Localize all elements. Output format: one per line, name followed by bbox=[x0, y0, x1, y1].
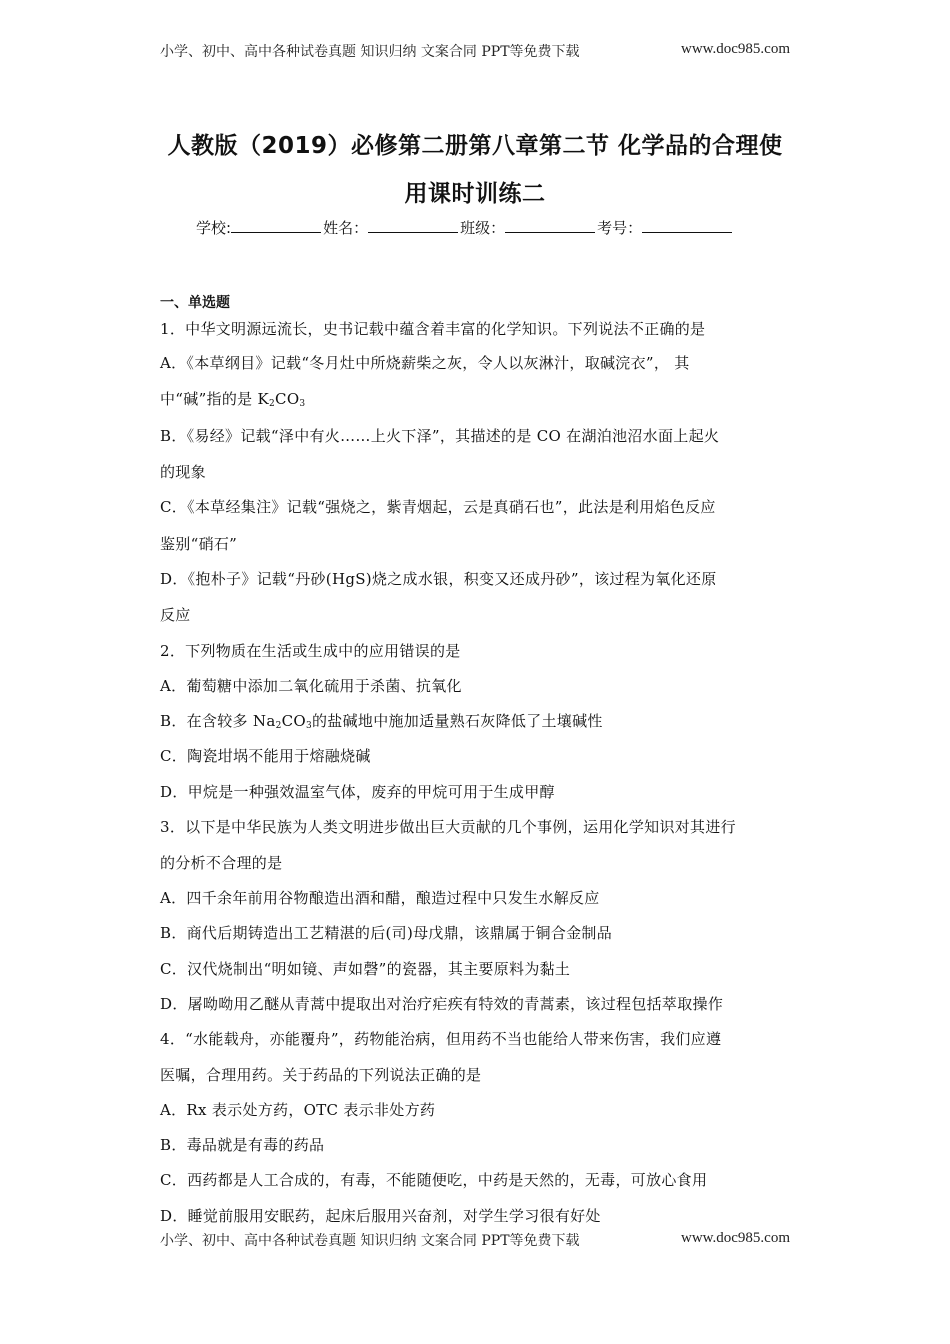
question-1-option-b-line1: B．《易经》记载“泽中有火……上火下泽”，其描述的是 CO 在湖泊池沼水面上起火 bbox=[160, 427, 720, 445]
question-4-stem-line2: 医嘱，合理用药。关于药品的下列说法正确的是 bbox=[160, 1066, 482, 1084]
q2b-sub2: 3 bbox=[305, 721, 312, 731]
question-2-option-b bbox=[160, 710, 603, 731]
question-4-stem-line1: 4．“水能载舟，亦能覆舟”，药物能治病，但用药不当也能给人带来伤害，我们应遵 bbox=[160, 1030, 722, 1048]
school-label: 学校: bbox=[196, 219, 232, 237]
question-3-option-a: A．四千余年前用谷物酿造出酒和醋，酿造过程中只发生水解反应 bbox=[160, 889, 600, 907]
question-1-option-c-line1: C．《本草经集注》记载“强烧之，紫青烟起，云是真硝石也”，此法是利用焰色反应 bbox=[160, 498, 716, 516]
number-label: 考号： bbox=[597, 219, 643, 237]
q1a-text: 中“碱”指的是 K bbox=[160, 390, 270, 408]
question-2-option-d: D．甲烷是一种强效温室气体，废弃的甲烷可用于生成甲醇 bbox=[160, 783, 555, 801]
school-blank[interactable] bbox=[231, 218, 321, 233]
question-1-option-a-line2 bbox=[160, 388, 305, 409]
question-4-option-a: A．Rx 表示处方药，OTC 表示非处方药 bbox=[160, 1101, 436, 1119]
question-4-option-c: C．西药都是人工合成的，有毒，不能随便吃，中药是天然的，无毒，可放心食用 bbox=[160, 1171, 708, 1189]
class-label: 班级： bbox=[460, 219, 506, 237]
question-3-option-b: B．商代后期铸造出工艺精湛的后(司)母戊鼎，该鼎属于铜合金制品 bbox=[160, 924, 613, 942]
question-3-stem-line1: 3．以下是中华民族为人类文明进步做出巨大贡献的几个事例，运用化学知识对其进行 bbox=[160, 818, 736, 836]
q2b-pre: B．在含较多 Na bbox=[160, 712, 276, 730]
q2b-post: 的盐碱地中施加适量熟石灰降低了土壤碱性 bbox=[312, 712, 603, 730]
question-1-option-a-line1: A．《本草纲目》记载“冬月灶中所烧薪柴之灰，令人以灰淋汁，取碱浣衣”， 其 bbox=[160, 354, 690, 372]
name-label: 姓名： bbox=[323, 219, 369, 237]
q2b-sub1: 2 bbox=[275, 721, 282, 731]
question-3-stem-line2: 的分析不合理的是 bbox=[160, 854, 283, 872]
document-title-line2: 用课时训练二 bbox=[404, 181, 546, 207]
question-3-option-d: D．屠呦呦用乙醚从青蒿中提取出对治疗疟疾有特效的青蒿素，该过程包括萃取操作 bbox=[160, 995, 724, 1013]
footer-text: 小学、初中、高中各种试卷真题 知识归纳 文案合同 PPT等免费下载 bbox=[160, 1233, 580, 1249]
q1a-co: CO bbox=[275, 390, 300, 408]
footer-site[interactable]: www.doc985.com bbox=[680, 1230, 790, 1246]
header-text: 小学、初中、高中各种试卷真题 知识归纳 文案合同 PPT等免费下载 bbox=[160, 44, 580, 60]
document-title-line1: 人教版（2019）必修第二册第八章第二节 化学品的合理使 bbox=[167, 133, 783, 159]
class-blank[interactable] bbox=[505, 218, 595, 233]
header-site[interactable]: www.doc985.com bbox=[680, 41, 790, 57]
question-2-stem: 2．下列物质在生活或生成中的应用错误的是 bbox=[160, 642, 461, 660]
question-4-option-b: B．毒品就是有毒的药品 bbox=[160, 1136, 325, 1154]
question-2-option-c: C．陶瓷坩埚不能用于熔融烧碱 bbox=[160, 747, 371, 765]
question-4-option-d: D．睡觉前服用安眠药，起床后服用兴奋剂，对学生学习很有好处 bbox=[160, 1207, 601, 1225]
question-2-option-a: A．葡萄糖中添加二氧化硫用于杀菌、抗氧化 bbox=[160, 677, 462, 695]
question-1-option-c-line2: 鉴别“硝石” bbox=[160, 535, 238, 553]
question-1-stem: 1．中华文明源远流长，史书记载中蕴含着丰富的化学知识。下列说法不正确的是 bbox=[160, 320, 706, 338]
page-header bbox=[160, 41, 790, 61]
section-heading: 一、单选题 bbox=[160, 295, 230, 311]
question-1-option-b-line2: 的现象 bbox=[160, 463, 206, 481]
question-3-option-c: C．汉代烧制出“明如镜、声如磬”的瓷器，其主要原料为黏土 bbox=[160, 960, 571, 978]
question-1-option-d-line2: 反应 bbox=[160, 606, 191, 624]
page-footer bbox=[160, 1230, 790, 1250]
student-info-row bbox=[196, 217, 734, 238]
number-blank[interactable] bbox=[642, 218, 732, 233]
q1a-sub2: 3 bbox=[299, 399, 306, 409]
name-blank[interactable] bbox=[368, 218, 458, 233]
question-1-option-d-line1: D．《抱朴子》记载“丹砂(HgS)烧之成水银，积变又还成丹砂”，该过程为氧化还原 bbox=[160, 570, 717, 588]
q1a-sub1: 2 bbox=[269, 399, 276, 409]
q2b-co: CO bbox=[281, 712, 306, 730]
